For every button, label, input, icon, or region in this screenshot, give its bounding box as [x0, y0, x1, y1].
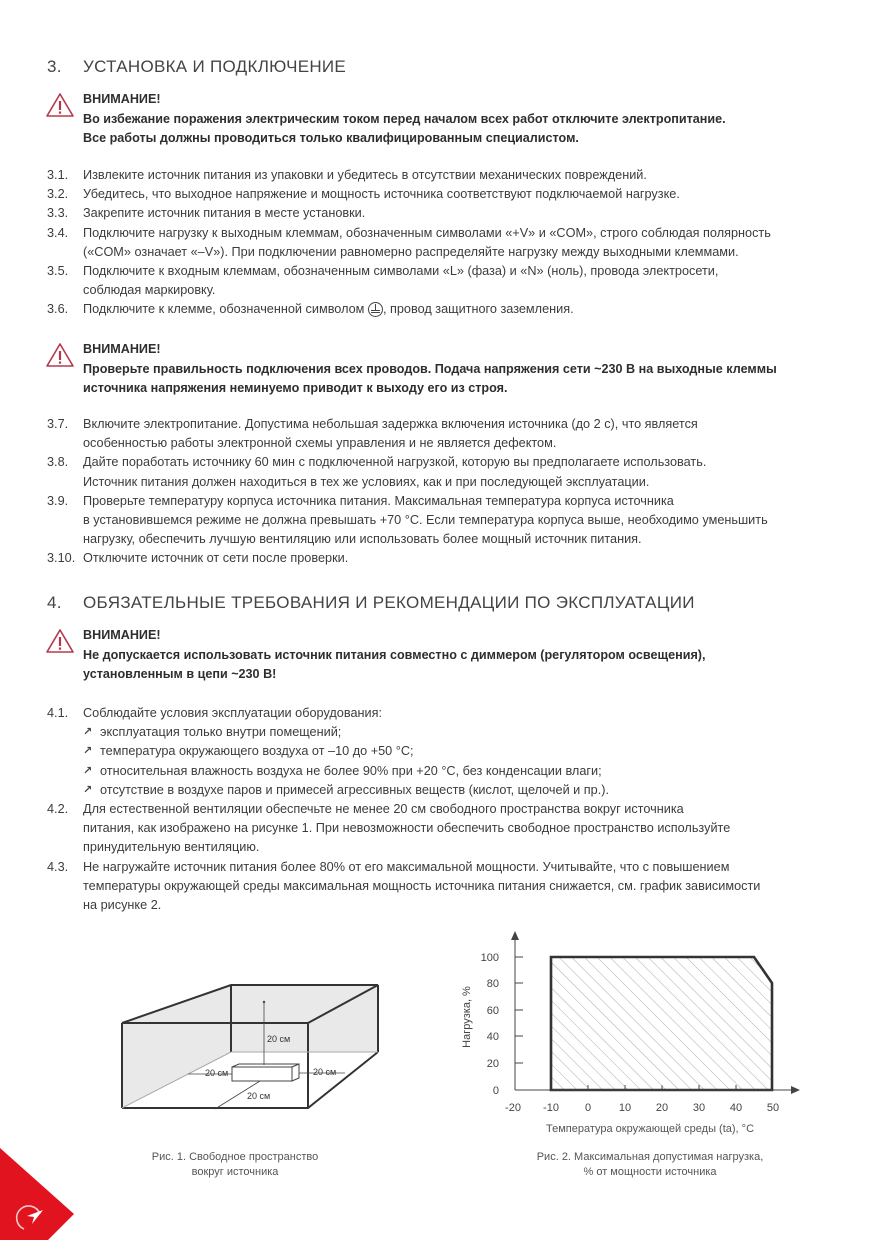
- item-text: Отключите источник от сети после проверки.: [83, 551, 349, 566]
- list-item: [47, 453, 837, 491]
- y-tick-label: 100: [480, 952, 499, 964]
- warning-text: Проверьте правильность подключения всех проводов. Подача напряжения сети ~230 В на выходные клеммы: [83, 361, 777, 376]
- x-tick-label: 10: [618, 1102, 632, 1114]
- item-text: Подключите к входным клеммам, обозначенным символами «L» (фаза) и «N» (ноль), провода электросети,: [83, 264, 719, 279]
- section-4-title: [47, 593, 695, 613]
- warning-heading: ВНИМАНИЕ!: [83, 628, 161, 642]
- list-item: [47, 549, 837, 568]
- steps-list-3b: [47, 415, 837, 569]
- dimension-label-top: 20 см: [267, 1034, 291, 1044]
- warning-text: Не допускается использовать источник питания совместно с диммером (регулятором освещения),: [83, 647, 706, 662]
- item-number: 3.10.: [47, 551, 76, 566]
- figure-1-clearance-diagram: [100, 940, 400, 1120]
- warning-text: Во избежание поражения электрическим током перед началом всех работ отключите электропитание.: [83, 111, 726, 126]
- warning-text: установленным в цепи ~230 В!: [83, 667, 277, 681]
- item-text: Проверьте температуру корпуса источника питания. Максимальная температура корпуса источника: [83, 493, 674, 508]
- arrow-bullet-icon: ↗: [83, 783, 93, 796]
- list-item: [47, 415, 837, 453]
- ground-symbol-icon: [368, 302, 383, 317]
- arrow-bullet-icon: ↗: [83, 726, 93, 739]
- x-tick-label: -10: [543, 1102, 559, 1114]
- figure-2-load-chart: [450, 925, 810, 1125]
- figure-2-caption: [500, 1150, 800, 1180]
- arrow-bullet-icon: ↗: [83, 764, 93, 777]
- arrow-bullet-icon: ↗: [83, 745, 93, 758]
- item-number: 3.9.: [47, 493, 69, 508]
- item-text: Источник питания должен находиться в тех же условиях, как и при последующей эксплуатации.: [83, 474, 650, 489]
- item-text: Извлеките источник питания из упаковки и убедитесь в отсутствии механических повреждений.: [83, 168, 647, 182]
- item-text: питания, как изображено на рисунке 1. При невозможности обеспечить свободное пространство используйте: [83, 821, 731, 836]
- list-item: [47, 185, 837, 204]
- x-tick-label: 40: [729, 1102, 743, 1114]
- section-number: 3.: [47, 57, 62, 76]
- x-tick-label: 50: [766, 1102, 780, 1114]
- x-tick-label: 0: [584, 1102, 592, 1114]
- y-tick-label: 60: [486, 1005, 499, 1017]
- item-number: 3.7.: [47, 417, 69, 431]
- section-title-text: УСТАНОВКА И ПОДКЛЮЧЕНИЕ: [83, 57, 347, 76]
- warning-text: источника напряжения неминуемо приводит к выходу его из строя.: [83, 381, 508, 395]
- list-item: [47, 262, 837, 300]
- item-text: в установившемся режиме не должна превышать +70 °C. Если температура корпуса выше, необходимо уменьшить: [83, 513, 768, 528]
- item-text: температуры окружающей среды максимальная мощность источника питания снижается, см. график зависимости: [83, 878, 761, 893]
- item-text: Закрепите источник питания в месте установки.: [83, 206, 366, 221]
- item-text: Для естественной вентиляции обеспечьте не менее 20 см свободного пространства вокруг источника: [83, 802, 684, 817]
- list-item: [47, 224, 837, 262]
- warning-heading: ВНИМАНИЕ!: [83, 92, 161, 106]
- caption-line: вокруг источника: [191, 1166, 279, 1178]
- x-tick-label: 30: [692, 1102, 706, 1114]
- item-text: Подключите нагрузку к выходным клеммам, обозначенным символами «+V» и «COM», строго соблюдая полярность: [83, 225, 771, 240]
- list-item: [47, 492, 837, 550]
- warning-triangle-icon: [45, 628, 75, 654]
- bullet-text: относительная влажность воздуха не более 90% при +20 °C, без конденсации влаги;: [100, 763, 602, 778]
- list-item: [47, 204, 837, 223]
- bullet-text: отсутствие в воздухе паров и примесей агрессивных веществ (кислот, щелочей и пр.).: [100, 782, 609, 797]
- item-text: Не нагружайте источник питания более 80% от его максимальной мощности. Учитывайте, что с повышением: [83, 859, 730, 874]
- item-number: 3.8.: [47, 455, 69, 470]
- warning-block-2: [45, 340, 835, 399]
- item-number: 4.1.: [47, 706, 69, 720]
- item-text: особенностью работы электронной схемы управления и не является дефектом.: [83, 436, 557, 451]
- warning-block-3: [45, 626, 835, 685]
- item-text: принудительную вентиляцию.: [83, 840, 260, 855]
- bullet-item: [47, 762, 837, 781]
- item-number: 3.1.: [47, 168, 69, 182]
- figure-1-caption: [120, 1150, 350, 1180]
- steps-list-3a: [47, 166, 837, 320]
- y-tick-label: 0: [492, 1085, 499, 1097]
- y-tick-label: 40: [486, 1031, 499, 1043]
- item-number: 3.3.: [47, 206, 69, 221]
- dimension-label-right: 20 см: [313, 1067, 337, 1077]
- item-text: Дайте поработать источнику 60 мин с подключенной нагрузкой, которую вы предполагаете использовать.: [83, 455, 707, 470]
- item-text: на рисунке 2.: [83, 898, 162, 913]
- bullet-text: температура окружающего воздуха от –10 до +50 °C;: [100, 744, 414, 759]
- item-number: 4.3.: [47, 859, 69, 874]
- y-tick-label: 80: [486, 978, 499, 990]
- item-text: , провод защитного заземления.: [382, 302, 574, 317]
- bullet-text: эксплуатация только внутри помещений;: [100, 725, 342, 740]
- list-item: [47, 800, 837, 858]
- x-tick-label: -20: [505, 1102, 521, 1114]
- list-item: [47, 166, 837, 185]
- list-item: [47, 300, 837, 319]
- warning-triangle-icon: [45, 342, 75, 368]
- brand-corner-logo: [0, 1148, 80, 1240]
- bullet-item: [47, 742, 837, 761]
- section-title-text: ОБЯЗАТЕЛЬНЫЕ ТРЕБОВАНИЯ И РЕКОМЕНДАЦИИ ПО ЭКСПЛУАТАЦИИ: [83, 593, 695, 612]
- section-3-title: [47, 57, 346, 77]
- x-tick-label: 20: [655, 1102, 669, 1114]
- item-text: Включите электропитание. Допустима небольшая задержка включения источника (до 2 с), что является: [83, 417, 698, 431]
- item-text: Подключите к клемме, обозначенной символом: [83, 302, 368, 317]
- item-number: 3.6.: [47, 302, 69, 317]
- y-tick-label: 20: [486, 1058, 499, 1070]
- y-axis-label: Нагрузка, %: [461, 986, 473, 1048]
- item-text: нагрузку, обеспечить лучшую вентиляцию или использовать более мощный источник питания.: [83, 532, 642, 547]
- item-text: («COM» означает «–V»). При подключении равномерно распределяйте нагрузку между выходными клеммами.: [83, 244, 739, 259]
- warning-heading: ВНИМАНИЕ!: [83, 342, 161, 356]
- dimension-label-left: 20 см: [205, 1068, 229, 1078]
- bullet-item: [47, 781, 837, 800]
- item-number: 3.5.: [47, 264, 69, 279]
- x-axis-label: Температура окружающей среды (ta), °C: [545, 1123, 755, 1135]
- caption-line: Рис. 2. Максимальная допустимая нагрузка,: [536, 1151, 764, 1163]
- item-text: Убедитесь, что выходное напряжение и мощность источника соответствуют подключаемой нагрузке.: [83, 187, 680, 202]
- section-number: 4.: [47, 593, 62, 612]
- warning-text: Все работы должны проводиться только квалифицированным специалистом.: [83, 131, 579, 145]
- caption-line: % от мощности источника: [583, 1166, 717, 1178]
- requirements-list: [47, 704, 837, 915]
- item-number: 3.4.: [47, 225, 69, 240]
- caption-line: Рис. 1. Свободное пространство: [151, 1151, 319, 1163]
- list-item: [47, 858, 837, 916]
- item-number: 4.2.: [47, 802, 69, 817]
- list-item: [47, 704, 837, 723]
- warning-triangle-icon: [45, 92, 75, 118]
- bullet-item: [47, 723, 837, 742]
- item-text: Соблюдайте условия эксплуатации оборудования:: [83, 706, 382, 720]
- item-text: соблюдая маркировку.: [83, 283, 216, 298]
- dimension-label-front: 20 см: [247, 1091, 271, 1101]
- warning-block-1: [45, 90, 835, 149]
- item-number: 3.2.: [47, 187, 69, 202]
